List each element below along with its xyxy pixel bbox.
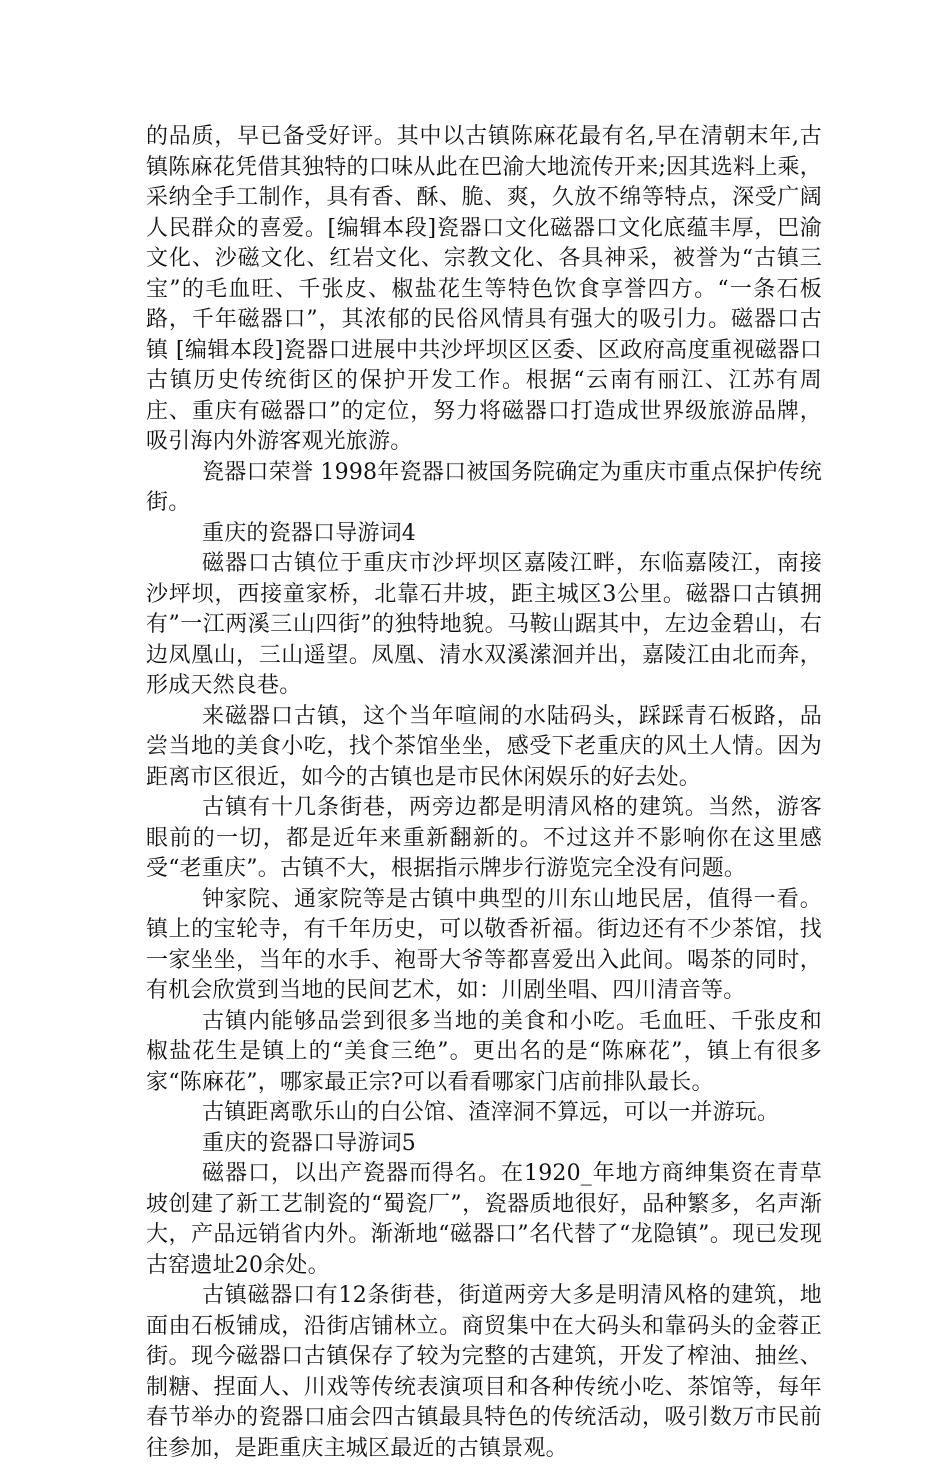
paragraph-location: 磁器口古镇位于重庆市沙坪坝区嘉陵江畔，东临嘉陵江，南接沙坪坝，西接童家桥，北靠石井坡，距主城区3公里。磁器口古镇拥有”一江两溪三山四街”的独特地貌。马鞍山踞其中，左边金碧山，右边凤凰山，三山遥望。凤凰、清水双溪潆洄并出，嘉陵江由北而奔，形成天然良巷。 [146,551,822,698]
paragraph-town: 古镇磁器口有12条街巷，街道两旁大多是明清风格的建筑，地面由石板铺成，沿街店铺林立。商贸集中在大码头和靠码头的金蓉正街。现今磁器口古镇保存了较为完整的古建筑，开发了榨油、抽丝、制糖、捏面人、川戏等传统表演项目和各种传统小吃、茶馆等，每年春节举办的瓷器口庙会四古镇最具特色的传统活动，吸引数万市民前往参加，是距重庆主城区最近的古镇景观。 [146,1283,822,1461]
section-heading-4: 重庆的瓷器口导游词4 [202,520,416,546]
document-body [146,122,822,1464]
paragraph-history: 磁器口，以出产瓷器而得名。在1920_年地方商绅集资在青草坡创建了新工艺制瓷的“蜀瓷厂”，瓷器质地很好，品种繁多，名声渐大，产品远销省内外。渐渐地“磁器口”名代替了“龙隐镇”。现已发现古窑遗址20余处。 [146,1161,822,1278]
paragraph-residences: 钟家院、通家院等是古镇中典型的川东山地民居，值得一看。镇上的宝轮寺，有千年历史，可以敬香祈福。街边还有不少茶馆，找一家坐坐，当年的水手、袍哥大爷等都喜爱出入此间。喝茶的同时，有机会欣赏到当地的民间艺术，如：川剧坐唱、四川清音等。 [146,886,822,1003]
section-heading-5: 重庆的瓷器口导游词5 [202,1130,416,1156]
paragraph-streets: 古镇有十几条街巷，两旁边都是明清风格的建筑。当然，游客眼前的一切，都是近年来重新翻新的。不过这并不影响你在这里感受“老重庆”。古镇不大，根据指示牌步行游览完全没有问题。 [146,795,822,881]
paragraph-nearby: 古镇距离歌乐山的白公馆、渣滓洞不算远，可以一并游玩。 [202,1100,780,1125]
paragraph-continued: 的品质，早已备受好评。其中以古镇陈麻花最有名,早在清朝末年,古镇陈麻花凭借其独特的口味从此在巴渝大地流传开来;因其选料上乘，采纳全手工制作，具有香、酥、脆、爽，久放不绵等特点，深受广阔人民群众的喜爱。[编辑本段]瓷器口文化磁器口文化底蕴丰厚，巴渝文化、沙磁文化、红岩文化、宗教文化、各具神采，被誉为“古镇三宝”的毛血旺、千张皮、椒盐花生等特色饮食享誉四方。“一条石板路，千年磁器口”，其浓郁的民俗风情具有强大的吸引力。磁器口古镇 [编辑本段]瓷器口进展中共沙坪坝区区委、区政府高度重视磁器口古镇历史传统街区的保护开发工作。根据“云南有丽江、江苏有周庄、重庆有磁器口”的定位，努力将磁器口打造成世界级旅游品牌，吸引海内外游客观光旅游。 [146,124,822,454]
paragraph-food: 古镇内能够品尝到很多当地的美食和小吃。毛血旺、千张皮和椒盐花生是镇上的“美食三绝”。更出名的是“陈麻花”，镇上有很多家“陈麻花”，哪家最正宗?可以看看哪家门店前排队最长。 [146,1008,822,1095]
paragraph-visit: 来磁器口古镇，这个当年喧闹的水陆码头，踩踩青石板路，品尝当地的美食小吃，找个茶馆坐坐，感受下老重庆的风土人情。因为距离市区很近，如今的古镇也是市民休闲娱乐的好去处。 [146,703,822,790]
paragraph-honor: 瓷器口荣誉 1998年瓷器口被国务院确定为重庆市重点保护传统街。 [146,459,822,515]
